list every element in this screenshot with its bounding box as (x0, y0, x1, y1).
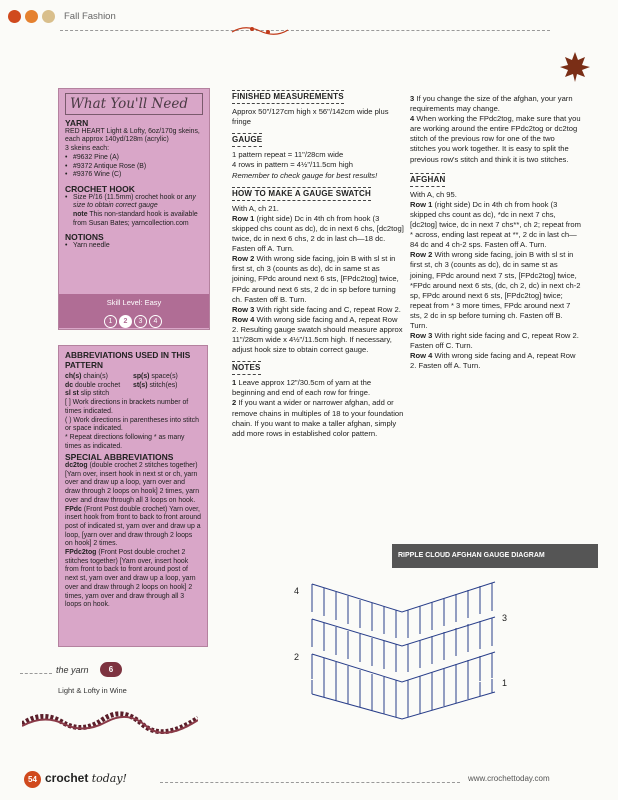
special-fpdc: FPdc (Front Post double crochet) Yarn over, insert hook from front to back to front around post of indicated st, yarn over and draw up a loop, [yarn over and draw through 2 loops on hook] 2 times. (65, 505, 201, 548)
note-3: 3 If you change the size of the afghan, your yarn requirements may change. (410, 94, 573, 114)
diagram-title-bar (392, 544, 598, 568)
yarn-strand-icon (22, 708, 198, 734)
hook-note-label: note (73, 211, 88, 219)
header-dot-1 (8, 10, 21, 23)
star-rule: * Repeat directions following * as many times as indicated. (65, 433, 185, 450)
skill-level-2: 2 (119, 315, 132, 328)
abbreviations-title: ABBREVIATIONS USED IN THIS PATTERN (65, 350, 191, 370)
note-4: 4 When working the FPdc2tog, make sure that you are working around the entire FPdc2tog or dc2tog stitch of the previous row for one of the two stitches you work together. It is easy to split the previous row's stitch and think it is two stitches. (410, 114, 581, 164)
swatch-row-4: Row 4 With wrong side facing and A, repeat Row 2. Resulting gauge swatch should measure approx 11"/28cm wide x 4½"/11.5cm high. If necessary, adjust hook size to obtain correct gauge. (232, 314, 403, 355)
abbrev-row-3: sl st slip stitch (65, 390, 110, 398)
header-rule (60, 30, 550, 31)
yarn-color-3: • #9376 Wine (C) (65, 171, 203, 180)
swatch-row-2: Row 2 With wrong side facing, join B with sl st in first st, ch 3 (counts as dc), dc in same st as joining, FPdc around next 6 sts, [FPdc2tog] twice, FPdc around next 6 sts, 2 dc in sp before turning ch. Fasten off B. Turn. (232, 254, 399, 304)
what-you-need-box (58, 88, 210, 330)
afghan-row-3: Row 3 With right side facing and C, repeat Row 2. Fasten off C. Turn. (410, 331, 579, 351)
bracket-rule: [ ] Work directions in brackets number of times indicated. (65, 399, 189, 415)
special-abbrev-title: SPECIAL ABBREVIATIONS (65, 452, 174, 463)
swatch-row-3: Row 3 With right side facing and C, repeat Row 2. (232, 304, 401, 314)
special-fpdc2tog: FPdc2tog (Front Post double crochet 2 stitches together) [Yarn over, insert hook from front to back to front around post of next st, yarn over and draw up a loop, yarn over and draw through 2 loops on hook] 2 times, yarn over and draw through all 3 loops on hook. (65, 549, 196, 609)
yarn-description: RED HEART Light & Lofty, 6oz/170g skeins, each approx 140yd/128m (acrylic) (65, 127, 200, 144)
diagram-label-row-3: 3 (502, 613, 508, 623)
swatch-title: HOW TO MAKE A GAUGE SWATCH (232, 187, 371, 201)
gauge-title: GAUGE (232, 133, 262, 147)
header-dot-3 (42, 10, 55, 23)
vine-ornament-icon (230, 24, 290, 38)
abbreviations-box (58, 345, 208, 647)
page-number-badge (24, 771, 41, 788)
hook-size: Size P/16 (11.5mm) crochet hook or (73, 193, 183, 201)
finished-text: Approx 50"/127cm high x 56"/142cm wide plus fringe (232, 107, 389, 127)
hook-gauge-note: any size to obtain correct gauge (73, 193, 196, 210)
hook-note: This non-standard hook is available from Susan Bates; yarncollection.com (73, 211, 198, 227)
notions-item: • Yarn needle (65, 242, 203, 251)
yarn-weight-badge (100, 662, 122, 677)
notes-title: NOTES (232, 361, 261, 375)
diagram-label-row-4: 4 (294, 586, 300, 596)
skill-level-3: 3 (134, 315, 147, 328)
swatch-intro: With A, ch 21. (232, 203, 279, 213)
paren-rule: ( ) Work directions in parentheses into stitch or space indicated. (65, 416, 199, 433)
footer-url[interactable]: www.crochettoday.com (468, 774, 550, 783)
yarn-caption: Light & Lofty in Wine (58, 686, 127, 695)
diagram-title: RIPPLE CLOUD AFGHAN GAUGE DIAGRAM (398, 552, 545, 559)
gauge-line-1: 1 pattern repeat = 11"/28cm wide (232, 150, 344, 160)
afghan-intro: With A, ch 95. (410, 189, 457, 199)
the-yarn-label: the yarn (56, 665, 89, 675)
footer-rule (160, 782, 460, 783)
diagram-label-row-1: 1 (502, 678, 508, 688)
yarn-skeins: 3 skeins each: (65, 145, 110, 153)
row-2-posts (312, 653, 492, 705)
diagram-stitches (312, 582, 495, 719)
page-number: 54 (28, 775, 37, 784)
hook-heading: CROCHET HOOK (65, 183, 135, 194)
header-dot-2 (25, 10, 38, 23)
abbrev-term: ch(s) (65, 373, 82, 380)
note-1: 1 Leave approx 12"/30.5cm of yarn at the beginning and end of each row for fringe. (232, 378, 372, 398)
footer-brand-2: today! (91, 772, 127, 785)
row-1-posts (312, 679, 492, 717)
swatch-row-1: Row 1 (right side) Dc in 4th ch from hook (3 skipped chs count as dc), dc in next 6 chs, [dc2tog] twice, dc in next 6 chs, 2 dc in last ch—18 dc. Fasten off A. Turn. (232, 213, 404, 254)
section-title: Fall Fashion (64, 11, 116, 22)
yarn-color-1: • #9632 Pine (A) (65, 154, 203, 163)
footer-brand (45, 771, 127, 785)
hook-item (65, 194, 203, 229)
skill-level-label: Skill Level: Easy (106, 298, 162, 307)
afghan-row-1: Row 1 (right side) Dc in 4th ch from hook (3 skipped chs count as dc), *dc in next 7 chs, [dc2tog] twice, dc in next 7 chs**, ch 2; repeat from * across, ending last repeat at **, 2 dc in last ch—84 dc and 4 ch-2 sps. Fasten off A. Turn. (410, 199, 581, 250)
footer-brand-1: crochet (45, 771, 89, 785)
skill-level-4: 4 (149, 315, 162, 328)
afghan-row-4: Row 4 With wrong side facing and A, repeat Row 2. Fasten off A. Turn. (410, 351, 576, 371)
skill-level-1: 1 (104, 315, 117, 328)
gauge-line-3: Remember to check gauge for best results! (232, 170, 378, 180)
yarn-heading: YARN (65, 118, 89, 128)
diagram-label-row-2: 2 (294, 652, 300, 662)
abbrev-row-1: ch(s) chain(s) sp(s) space(s) (65, 373, 178, 380)
yarn-rule (20, 673, 52, 674)
abbrev-row-2: dc double crochet st(s) stitch(es) (65, 381, 178, 389)
afghan-title: AFGHAN (410, 173, 445, 187)
skill-level-bar (59, 294, 209, 328)
middle-column (232, 88, 404, 439)
notions-heading: NOTIONS (65, 232, 104, 243)
special-dc2tog: dc2tog (double crochet 2 stitches together) [Yarn over, insert hook in next st or ch, yarn over and draw up a loop, yarn over and draw through 2 loops on hook] 2 times, yarn over and draw through all 3 loops on hook. (65, 462, 200, 504)
maple-leaf-icon (558, 50, 592, 84)
afghan-row-2: Row 2 With wrong side facing, join B with sl st in first st, ch 3 (counts as dc), dc in same st as joining, FPdc around next 7 sts, [FPdc2tog] twice, *FPdc around next 6 sts, (dc, ch 2, dc) in next ch-2 sp, FPdc around next 6 sts, [FPdc2tog] twice; repeat from * 3 more times, FPdc around next 7 sts, 2 dc in sp before turning ch. Fasten off B. Turn. (410, 250, 581, 330)
yarn-color-2: • #9372 Antique Rose (B) (65, 163, 203, 172)
right-column (410, 94, 582, 371)
crochet-diagram (290, 574, 512, 724)
note-2: 2 If you want a wider or narrower afghan, add or remove chains in multiples of 18 to your foundation chain. If you want to make a taller afghan, simply add more rows in established color pattern. (232, 398, 404, 438)
yarn-weight-number: 6 (108, 665, 114, 674)
gauge-line-2: 4 rows in pattern = 4½"/11.5cm high (232, 160, 353, 170)
finished-title: FINISHED MEASUREMENTS (232, 90, 344, 104)
what-you-need-title: What You'll Need (65, 93, 203, 115)
